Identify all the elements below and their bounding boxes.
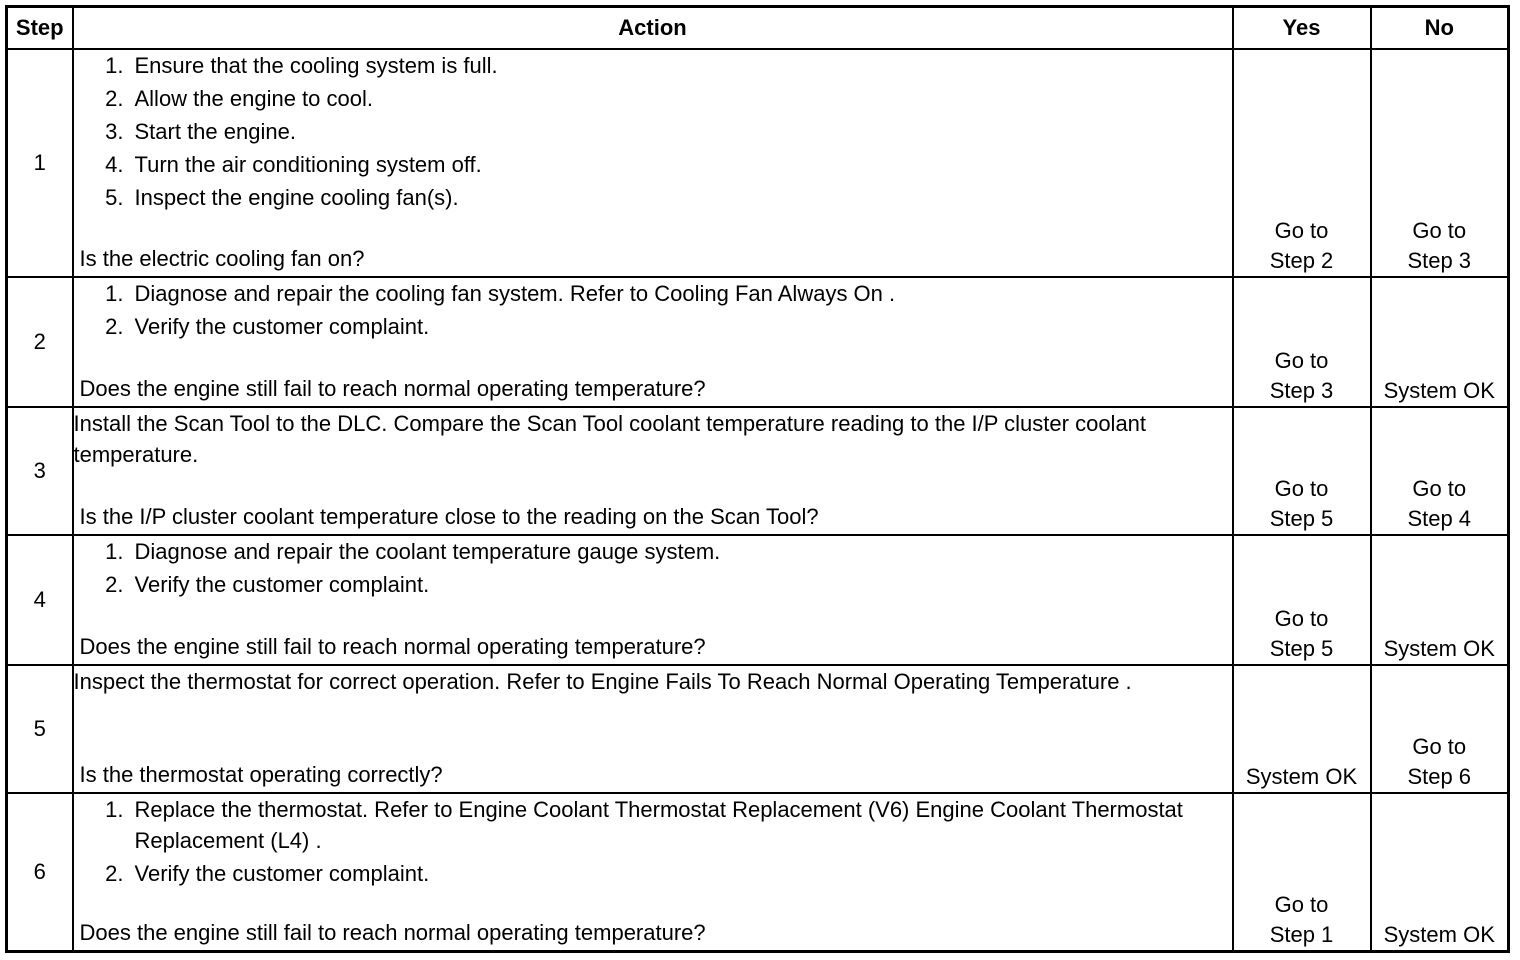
table-row <box>7 407 1509 535</box>
list-item: 4. Turn the air conditioning system off. <box>105 152 482 177</box>
table-row <box>7 535 1509 665</box>
action-cell <box>73 277 1233 407</box>
list-item: 5. Inspect the engine cooling fan(s). <box>105 185 459 210</box>
question-text: Is the thermostat operating correctly? <box>79 762 443 788</box>
no-cell: System OK <box>1371 277 1509 407</box>
step-number: 6 <box>7 793 73 951</box>
no-cell: Go to Step 4 <box>1371 407 1509 535</box>
action-text: Install the Scan Tool to the DLC. Compare the Scan Tool coolant temperature reading to the I/P cluster coolant temperature. <box>73 411 1147 468</box>
step-number: 1 <box>7 49 73 277</box>
no-cell: Go to Step 3 <box>1371 49 1509 277</box>
action-cell <box>73 407 1233 535</box>
question-text: Is the electric cooling fan on? <box>79 246 365 272</box>
table-row <box>7 49 1509 277</box>
yes-cell: Go to Step 5 <box>1233 535 1371 665</box>
yes-cell: Go to Step 1 <box>1233 793 1371 951</box>
yes-cell: Go to Step 5 <box>1233 407 1371 535</box>
action-list <box>74 50 1232 213</box>
list-item: 1. Diagnose and repair the cooling fan system. Refer to Cooling Fan Always On . <box>105 281 896 307</box>
question-text: Does the engine still fail to reach normal operating temperature? <box>79 376 706 402</box>
diagnostic-table <box>5 5 1510 953</box>
action-cell <box>73 665 1233 793</box>
table-row <box>7 277 1509 407</box>
question-text: Does the engine still fail to reach normal operating temperature? <box>79 920 706 945</box>
step-number: 3 <box>7 407 73 535</box>
header-yes: Yes <box>1233 7 1371 50</box>
list-item: 2. Allow the engine to cool. <box>105 86 373 111</box>
list-item: 3. Start the engine. <box>105 119 296 144</box>
no-cell: Go to Step 6 <box>1371 665 1509 793</box>
question-text: Is the I/P cluster coolant temperature close to the reading on the Scan Tool? <box>79 504 819 530</box>
yes-cell: Go to Step 2 <box>1233 49 1371 277</box>
step-number: 4 <box>7 535 73 665</box>
question-text: Does the engine still fail to reach normal operating temperature? <box>79 634 706 660</box>
no-cell: System OK <box>1371 535 1509 665</box>
action-list <box>74 536 1232 600</box>
header-no: No <box>1371 7 1509 50</box>
table-row <box>7 793 1509 951</box>
action-cell <box>73 793 1233 951</box>
action-list <box>74 278 1232 342</box>
list-item: 1. Diagnose and repair the coolant temperature gauge system. <box>105 539 721 565</box>
step-number: 2 <box>7 277 73 407</box>
list-item: 2. Verify the customer complaint. <box>105 314 430 340</box>
list-item: 1. Replace the thermostat. Refer to Engine Coolant Thermostat Replacement (V6) Engine Coolant Thermostat Replacement (L4) . <box>105 797 1183 854</box>
table-row <box>7 665 1509 793</box>
step-number: 5 <box>7 665 73 793</box>
no-cell: System OK <box>1371 793 1509 951</box>
action-cell <box>73 49 1233 277</box>
action-text: Inspect the thermostat for correct operation. Refer to Engine Fails To Reach Normal Operating Temperature . <box>73 669 1132 695</box>
list-item: 1. Ensure that the cooling system is full. <box>105 53 498 78</box>
action-cell <box>73 535 1233 665</box>
list-item: 2. Verify the customer complaint. <box>105 572 430 598</box>
action-list <box>74 794 1232 889</box>
header-action: Action <box>73 7 1233 50</box>
list-item: 2. Verify the customer complaint. <box>105 861 430 887</box>
yes-cell: System OK <box>1233 665 1371 793</box>
yes-cell: Go to Step 3 <box>1233 277 1371 407</box>
header-step: Step <box>7 7 73 50</box>
header-row <box>7 7 1509 50</box>
